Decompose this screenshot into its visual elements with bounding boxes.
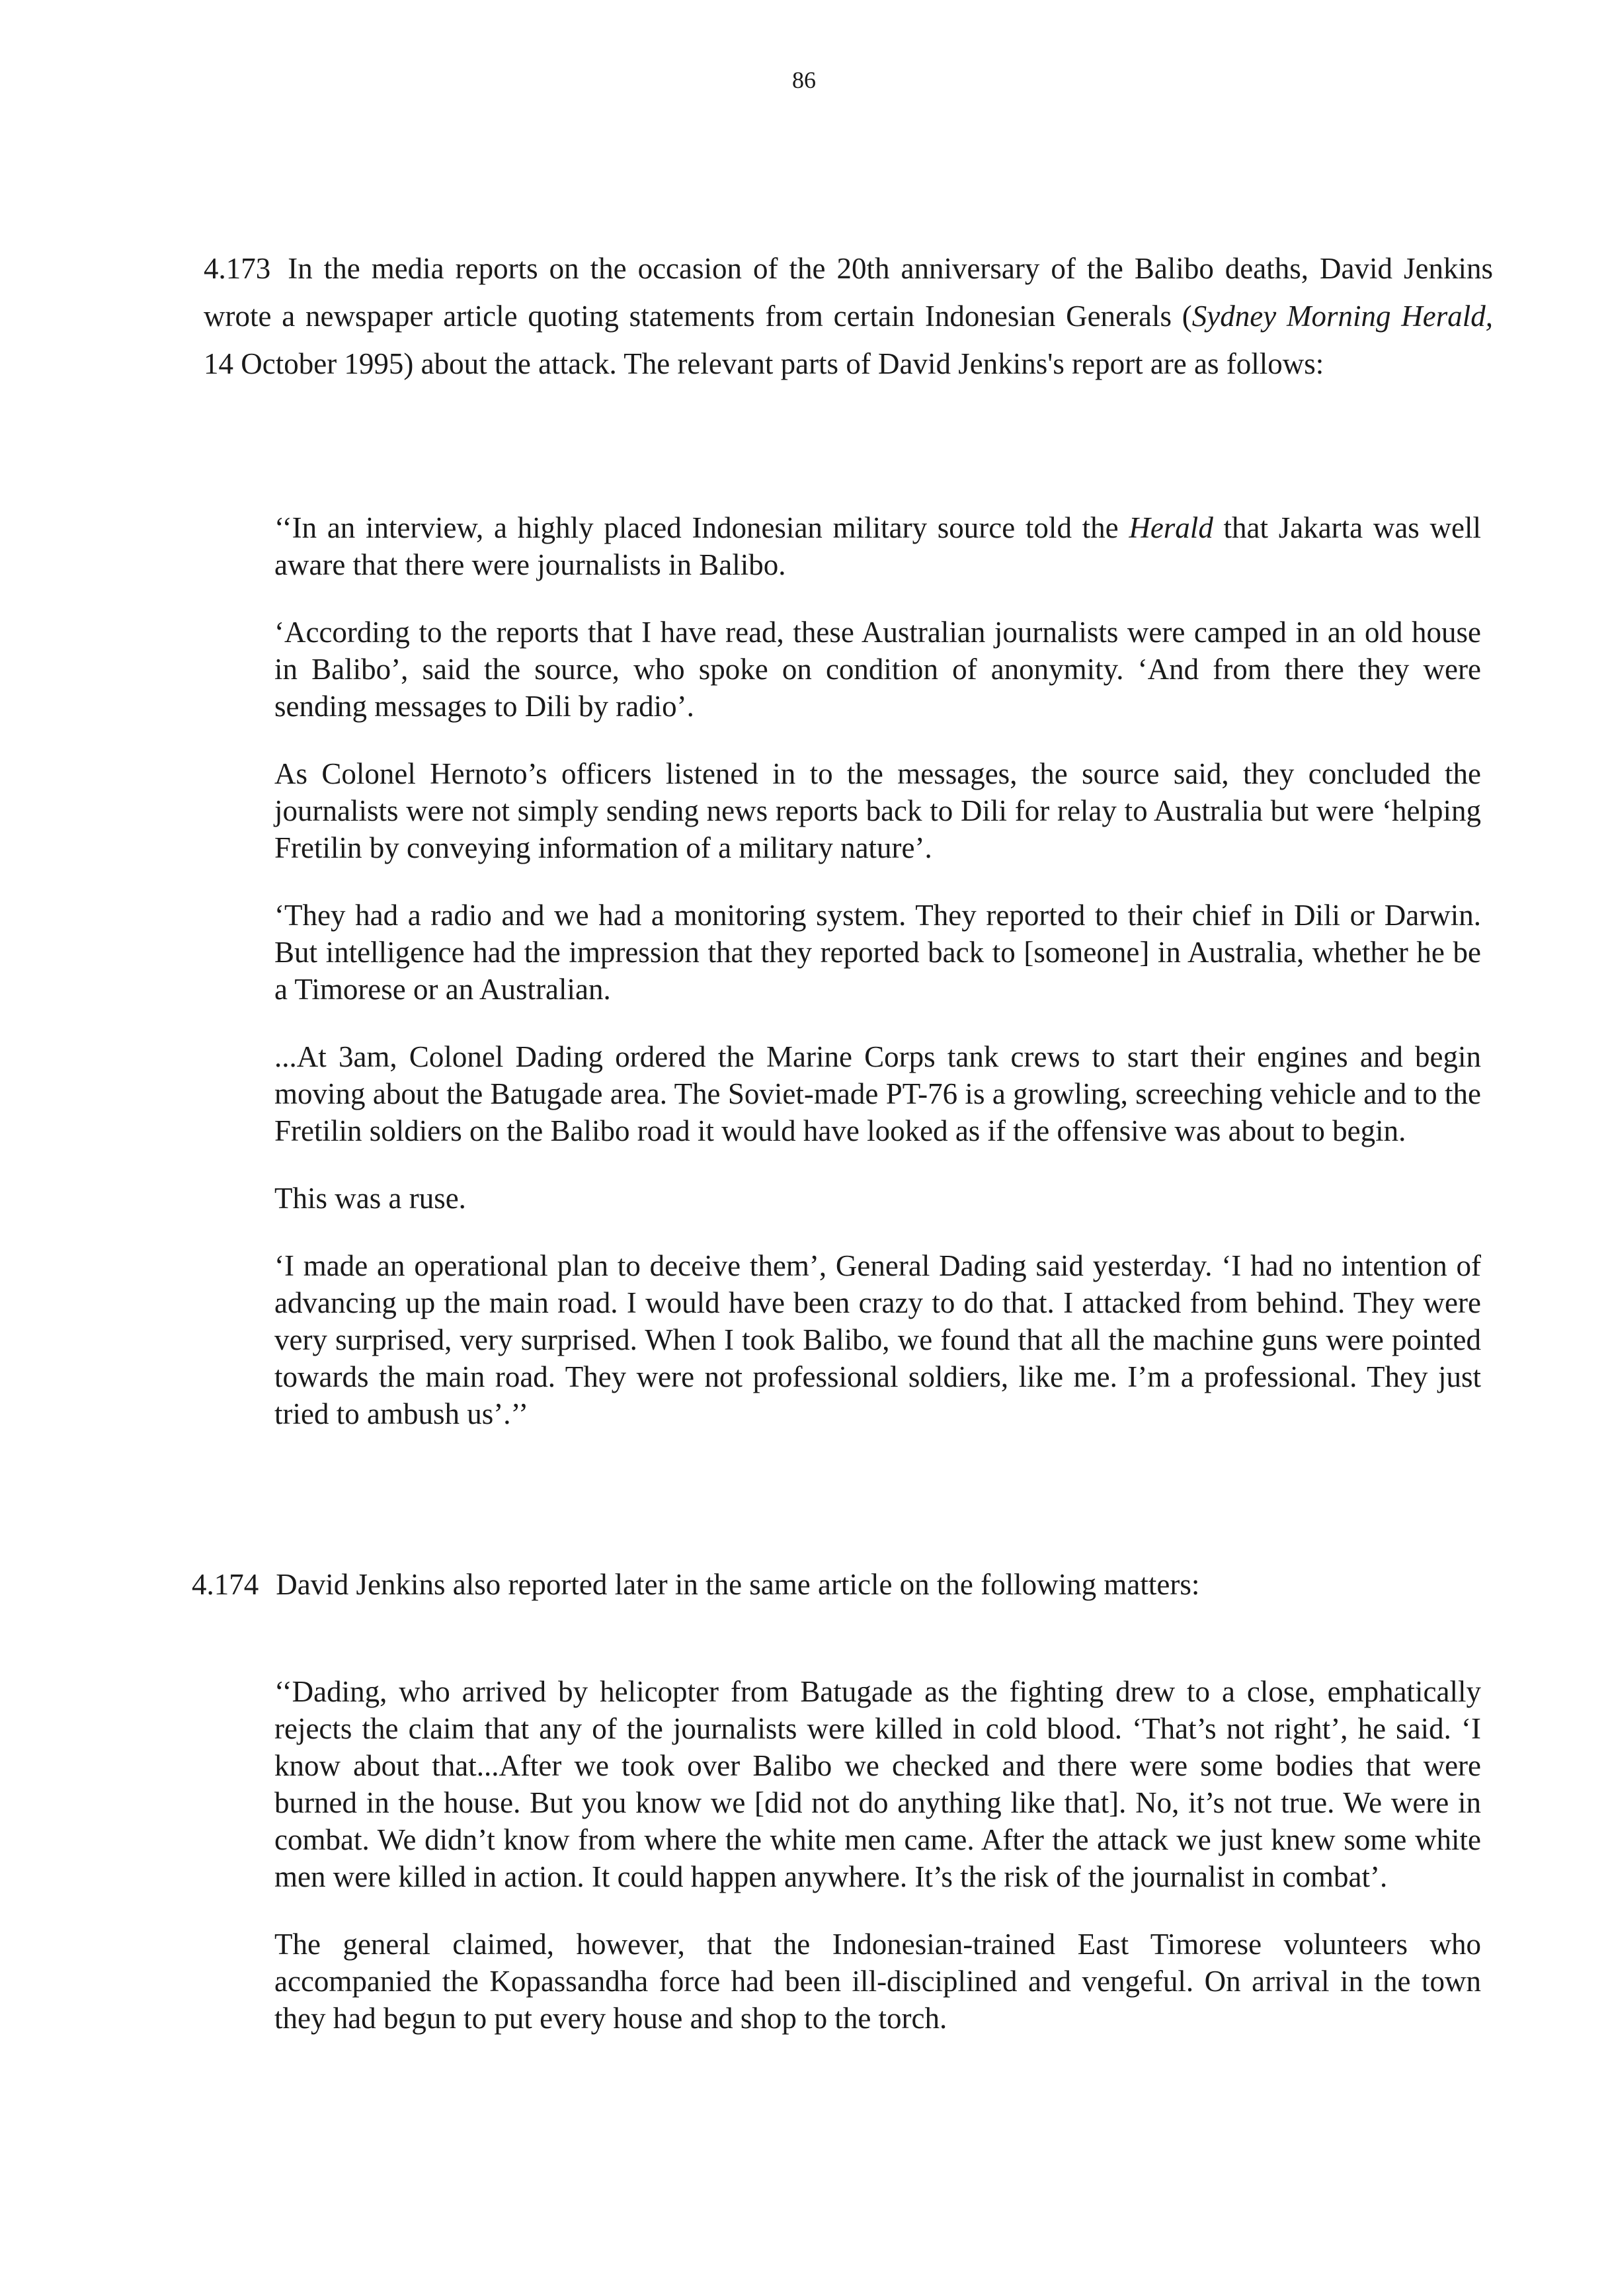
quote-text: that Jakarta was well aware that there were journalists in Balibo. [274, 511, 1481, 581]
quote-paragraph: ‘‘Dading, who arrived by helicopter from Batugade as the fighting drew to a close, emphatically rejects the claim that any of the journalists were killed in cold blood. ‘That’s not right’, he said. ‘I know about that...After we took over Balibo we checked and there were some bodies that were burned in the house. But you know we [did not do anything like that]. No, it’s not true. We were in combat. We didn’t know from where the white men came. After the attack we just knew some white men were killed in action. It could happen anywhere. It’s the risk of the journalist in combat’. [274, 1675, 1481, 1893]
quote-paragraph: ...At 3am, Colonel Dading ordered the Marine Corps tank crews to start their engines and begin moving about the Batugade area. The Soviet-made PT-76 is a growling, screeching vehicle and to the Fretilin soldiers on the Balibo road it would have looked as if the offensive was about to begin. [274, 1040, 1481, 1147]
paragraph-number: 4.174 [192, 1568, 259, 1601]
source-title: Sydney Morning Herald, [1191, 300, 1494, 333]
quote-paragraph: ‘According to the reports that I have read, these Australian journalists were camped in an old house in Balibo’, said the source, who spoke on condition of anonymity. ‘And from there they were sending messages to Dili by radio’. [274, 616, 1481, 723]
quote-text: ‘‘In an interview, a highly placed Indonesian military source told the [274, 511, 1129, 544]
quote-paragraph: ‘They had a radio and we had a monitoring system. They reported to their chief in Dili or Darwin. But intelligence had the impression that they reported back to [someone] in Australia, whether he be a Timorese or an Australian. [274, 899, 1481, 1006]
newspaper-name: Herald [1129, 511, 1213, 544]
paragraph-text: David Jenkins also reported later in the same article on the following matters: [276, 1568, 1200, 1601]
paragraph-number: 4.173 [204, 252, 271, 285]
paragraph-text: In the media reports on the occasion of the 20th anniversary of the Balibo deaths, David Jenkins wrote a newspaper article quoting statements from certain Indonesian Generals ( [204, 252, 1493, 333]
quote-paragraph: This was a ruse. [274, 1182, 466, 1215]
quote-paragraph: The general claimed, however, that the Indonesian-trained East Timorese volunteers who accompanied the Kopassandha force had been ill-disciplined and vengeful. On arrival in the town they had begun to put every house and shop to the torch. [274, 1928, 1481, 2035]
quote-paragraph: ‘I made an operational plan to deceive them’, General Dading said yesterday. ‘I had no intention of advancing up the main road. I would have been crazy to do that. I attacked from behind. They were very surprised, very surprised. When I took Balibo, we found that all the machine guns were pointed towards the main road. They were not professional soldiers, like me. I’m a professional. They just tried to ambush us’.’’ [274, 1249, 1481, 1430]
block-quote-2 [274, 1673, 1481, 2067]
quote-paragraph [274, 509, 1481, 583]
paragraph-4-174 [192, 1561, 1493, 1608]
block-quote-1 [274, 509, 1481, 1463]
paragraph-4-173 [204, 245, 1493, 388]
page-number: 86 [792, 67, 816, 93]
paragraph-text: 14 October 1995) about the attack. The relevant parts of David Jenkins's report are as follows: [204, 347, 1324, 380]
quote-paragraph: As Colonel Hernoto’s officers listened in to the messages, the source said, they concluded the journalists were not simply sending news reports back to Dili for relay to Australia but were ‘helping Fretilin by conveying information of a military nature’. [274, 757, 1481, 864]
